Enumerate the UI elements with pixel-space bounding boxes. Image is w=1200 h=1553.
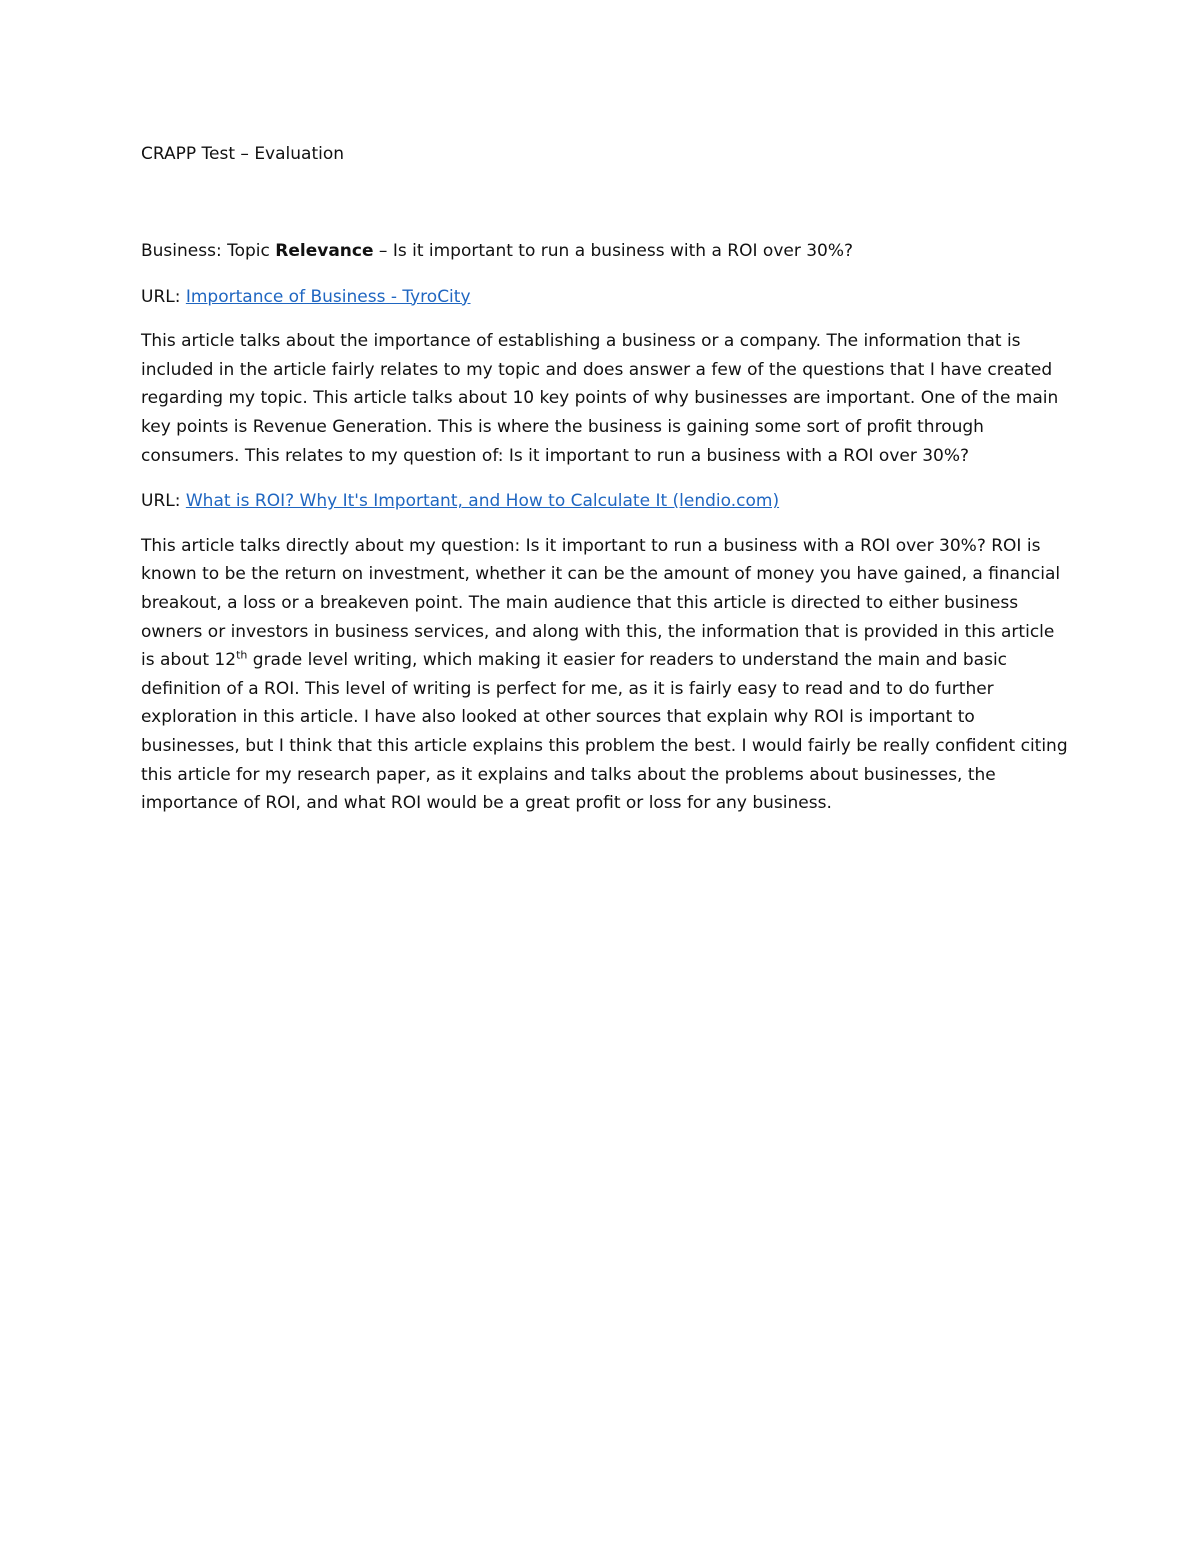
- source-2-url-label: URL:: [141, 491, 186, 512]
- source-2-paragraph: [141, 532, 1071, 818]
- source-1-url-line: [141, 283, 1071, 312]
- topic-line: [141, 237, 1071, 266]
- source-1-url-label: URL:: [141, 286, 186, 307]
- source-2-url-line: [141, 487, 1071, 516]
- source-1-paragraph: This article talks about the importance of establishing a business or a company. The information that is included in the article fairly relates to my topic and does answer a few of the questions that I have created regarding my topic. This article talks about 10 key points of why businesses are important. One of the main key points is Revenue Generation. This is where the business is gaining some sort of profit through consumers. This relates to my question of: Is it important to run a business with a ROI over 30%?: [141, 331, 1059, 466]
- document-title: CRAPP Test – Evaluation: [141, 144, 345, 164]
- document-page: [141, 140, 1071, 818]
- source-2-paragraph-part-1: This article talks directly about my question: Is it important to run a business with a ROI over 30%? ROI is known to be the return on investment, whether it can be the amount of money you have gained, a financial breakout, a loss or a breakeven point. The main audience that this article is directed to either business owners or investors in business services, and along with this, the information that is provided in this article is about 12: [141, 535, 1061, 671]
- source-2-paragraph-part-2: grade level writing, which making it easier for readers to understand the main and basic definition of a ROI. This level of writing is perfect for me, as it is fairly easy to read and to do further exploration in this article. I have also looked at other sources that explain why ROI is important to businesses, but I think that this article explains this problem the best. I would fairly be really confident citing this article for my research paper, as it explains and talks about the problems about businesses, the importance of ROI, and what ROI would be a great profit or loss for any business.: [141, 650, 1068, 814]
- source-1-link[interactable]: Importance of Business - TyroCity: [185, 286, 471, 307]
- topic-prefix: Business: Topic: [141, 241, 276, 261]
- source-2-link[interactable]: What is ROI? Why It's Important, and How to Calculate It (lendio.com): [185, 491, 780, 512]
- topic-bold: Relevance: [275, 241, 374, 261]
- topic-question: – Is it important to run a business with a ROI over 30%?: [373, 241, 854, 261]
- ordinal-superscript: th: [236, 648, 248, 662]
